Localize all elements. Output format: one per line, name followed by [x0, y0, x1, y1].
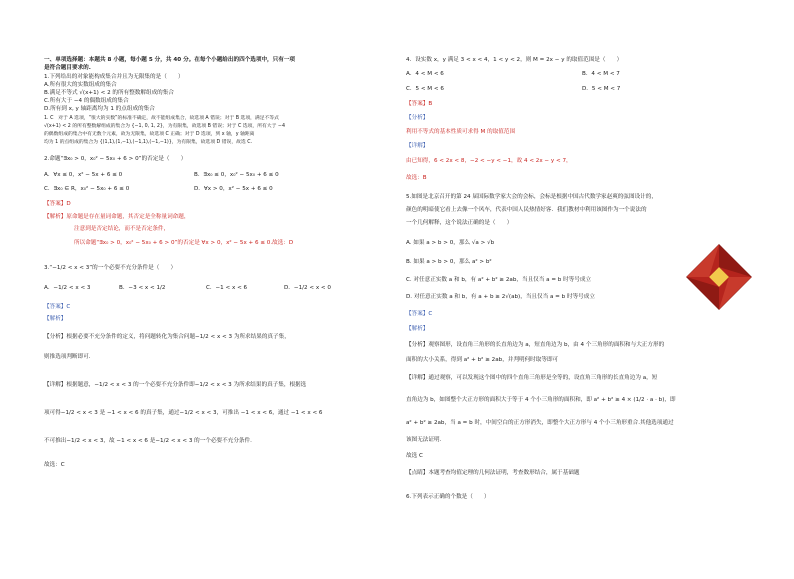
q5-dianjing: 【点睛】本题考查均值定理的几何法证明，考查数形结合，属于基础题: [406, 470, 580, 476]
q5-xiangjie-line1: 【详解】通过观察，可以发现这个图中的四个直角三角形是全等的，设直角三角形的长直角边为 a，短: [406, 375, 658, 381]
q4-conclusion: 故选：B: [406, 175, 427, 181]
q2-option-c: C．∃x₀ ∈ R，x₀² − 5x₀ + 6 ≤ 0: [44, 186, 130, 192]
zhao-shuang-diagram: [686, 244, 752, 310]
q5-answer-tag: 【答案】C: [406, 311, 433, 317]
q2-analysis-line3: 所以命题“∃x₀ > 0，x₀² − 5x₀ + 6 > 0”的否定是 ∀x > 0，x² − 5x + 6 ≤ 0.故选：D: [74, 240, 294, 246]
q2-analysis-line1: 【解析】原命题是存在量词命题，其否定是全称量词命题，: [44, 214, 190, 220]
q3-answer-tag: 【答案】C: [44, 304, 71, 310]
q5-option-c: C. 对任意正实数 a 和 b，有 a² + b² ≥ 2ab，当且仅当 a = b 时等号成立: [406, 277, 592, 283]
q3-option-d: D．−1/2 < x < 0: [284, 285, 331, 291]
q1-answer-line2: √(x+1) < 2 的所有整数解组成的集合为 {−1, 0, 1, 2}，为有限集，故选项 B 错误；对于 C 选项，所有大于 −4: [44, 124, 285, 129]
q5-fenxi-line2: 面积的大小关系，得到 a² + b² ≥ 2ab，并判明何时取等即可: [406, 357, 559, 363]
q5-fenxi-line1: 【分析】观察图形，设直角三角形的长直角边为 a，短直角边为 b，由 4 个三角形的面积和与大正方形的: [406, 342, 665, 348]
q2-analysis-line2: 注意到是否定结论，而不是否定条件，: [74, 226, 170, 232]
q5-xiangjie-line3: a² + b² ≥ 2ab，当 a = b 时，中间空白的正方形消失，即整个大正方形与 4 个小三角形重合.其他选项通过: [406, 420, 674, 426]
q3-analysis-tag: 【解析】: [44, 316, 67, 322]
q3-stem: 3.“−1/2 < x < 3”的一个必要不充分条件是（ ）: [44, 265, 177, 271]
q5-option-b: B. 如果 a > b > 0，那么 a² > b²: [406, 259, 492, 265]
q3-fenxi-line1: 【分析】根据必要不充分条件的定义，将问题转化为集合问题−1/2 < x < 3 为所求结果的真子集，: [44, 334, 290, 340]
q2-option-b: B．∃x₀ ≤ 0，x₀² − 5x₀ + 6 ≤ 0: [194, 172, 279, 178]
q4-option-a: A．4 < M < 6: [406, 71, 444, 77]
q5-conclusion: 故选 C: [406, 453, 423, 459]
q5-analysis-tag: 【解析】: [406, 326, 429, 332]
q3-conclusion: 故选：C: [44, 462, 65, 468]
q5-xiangjie-line4: 该图无法证明.: [406, 437, 442, 443]
q4-xiangjie-tag: 【详解】: [406, 143, 429, 149]
q3-xiangjie-line3: 不可推出−1/2 < x < 3，故 −1 < x < 6 是−1/2 < x < 3 的一个必要不充分条件.: [44, 438, 252, 444]
q4-fenxi-text: 利用不等式的基本性质可求得 M 的取值范围: [406, 129, 516, 135]
q1-option-c: C.所有大于 −4 的偶数组成的集合: [44, 98, 129, 104]
q3-option-b: B．−3 < x < 1/2: [119, 285, 166, 291]
q3-fenxi-line2: 则推选项判断即可.: [44, 354, 91, 360]
q5-option-d: D. 对任意正实数 a 和 b，有 a + b ≥ 2√(ab)，当且仅当 a = b 时等号成立: [406, 294, 595, 300]
q1-option-b: B.满足不等式 √(x+1) < 2 的所有整数解组成的集合: [44, 90, 174, 96]
q4-option-b: B．4 < M < 7: [582, 71, 620, 77]
q3-option-a: A．−1/2 < x < 3: [44, 285, 91, 291]
q1-answer-line4: 均为 1 的点组成的集合为 {(1,1),(1,−1),(−1,1),(−1,−1)}，为有限集，故选项 D 错误，故选 C.: [44, 140, 253, 145]
section-intro-line2: 是符合题目要求的.: [44, 65, 91, 71]
q1-option-a: A.所有很大的实数组成的集合: [44, 82, 117, 88]
q5-stem-line1: 5.如图是北京召开的第 24 届国际数学家大会的会标，会标是根据中国古代数学家赵爽的弦图设计的，: [406, 194, 657, 200]
q3-option-c: C．−1 < x < 6: [206, 285, 248, 291]
q2-option-d: D．∀x > 0，x² − 5x + 6 ≤ 0: [194, 186, 273, 192]
q4-answer-tag: 【答案】B: [406, 101, 433, 107]
q4-option-d: D．5 < M < 7: [582, 86, 621, 92]
q1-option-d: D.所有到 x, y 轴距离均为 1 的点组成的集合: [44, 106, 155, 112]
q6-stem: 6.下列表示正确的个数是（ ）: [406, 494, 490, 500]
q1-answer-line1: 1. C 对于 A 选项，“很大的实数”的标准不确定，故不能组成集合，故选项 A 错误；对于 B 选项，满足不等式: [44, 116, 279, 121]
q4-xiangjie-text: 由已知得，6 < 2x < 8，−2 < −y < −1，故 4 < 2x − y < 7，: [406, 158, 572, 164]
q4-fenxi-tag: 【分析】: [406, 115, 429, 121]
q2-answer-tag: 【答案】D: [44, 201, 71, 207]
q2-stem: 2.命题“∃x₀ > 0，x₀² − 5x₀ + 6 > 0”的否定是（ ）: [44, 156, 187, 162]
q1-stem: 1.下列给出的对象能构成集合并且为无限集的是（ ）: [44, 74, 184, 80]
q3-xiangjie-line1: 【详解】根据题意，−1/2 < x < 3 的一个必要不充分条件即−1/2 < x < 3 为所求结果的真子集，根据选: [44, 382, 307, 388]
section-intro-line1: 一、单项选择题：本题共 8 小题，每小题 5 分，共 40 分。在每个小题给出的四个选项中，只有一项: [44, 57, 296, 63]
q5-stem-line2: 颜色的明暗使它看上去像一个风车，代表中国人民热情好客．我们教材中利用该图作为一个说法的: [406, 207, 647, 213]
q5-option-a: A. 如果 a > b > 0，那么 √a > √b: [406, 240, 495, 246]
q5-stem-line3: 一个几何解释，这个说法正确的是（ ）: [406, 220, 513, 226]
q5-xiangjie-line2: 直角边为 b，如图整个大正方形的面积大于等于 4 个小三角形的面积和，即 a² + b² ≥ 4 × (1/2 · a · b)，即: [406, 397, 676, 403]
q2-option-a: A．∀x ≤ 0，x² − 5x + 6 ≤ 0: [44, 172, 123, 178]
q1-answer-line3: 的偶数组成的集合中有无数个元素，故为无限集，故选项 C 正确；对于 D 选项，到 x 轴，y 轴距离: [44, 132, 255, 137]
q4-stem: 4．设实数 x，y 满足 3 < x < 4，1 < y < 2，则 M = 2x − y 的取值范围是（ ）: [406, 57, 623, 63]
q3-xiangjie-line2: 项可得−1/2 < x < 3 是 −1 < x < 6 的真子集，通过−1/2 < x < 3，可推出 −1 < x < 6，通过 −1 < x < 6: [44, 410, 323, 416]
q4-option-c: C．5 < M < 6: [406, 86, 444, 92]
